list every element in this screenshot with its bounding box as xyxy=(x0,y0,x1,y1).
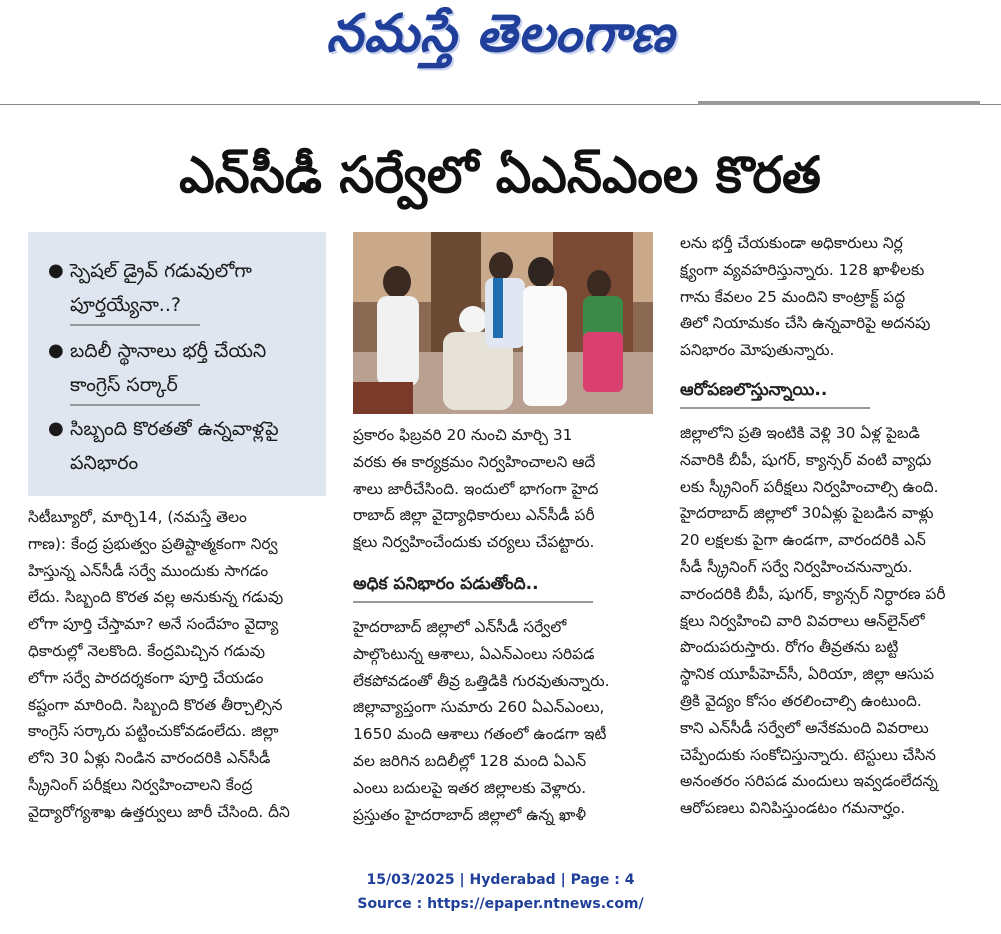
text-line: గాను కేవలం 25 మందిని కాంట్రాక్ట్ పద్ధ xyxy=(680,287,906,306)
subheading-divider xyxy=(353,601,593,603)
text-line: స్క్రీనింగ్ పరీక్షలు నిర్వహించాలని కేంద్ర xyxy=(28,775,253,794)
text-line: స్థానిక యూపీహెచ్‌సీ, ఏరియా, జిల్లా ఆసుప xyxy=(680,665,935,684)
text-line: సీడీ స్క్రీనింగ్ సర్వే నిర్వహించనున్నారు. xyxy=(680,557,913,576)
text-line: క్షలు నిర్వహించేందుకు చర్యలు చేపట్టారు. xyxy=(353,533,595,552)
text-line: లేకపోవడంతో తీవ్ర ఒత్తిడికి గురవుతున్నారు. xyxy=(353,671,610,690)
text-line: క్షలు నిర్వహించి వారి వివరాలు ఆన్‌లైన్‌లో xyxy=(680,611,925,630)
text-line: పనిభారం మోపుతున్నారు. xyxy=(680,341,835,360)
text-line: వారందరికి బీపీ, షుగర్, క్యాన్సర్ నిర్ధారణ పరీ xyxy=(680,584,946,603)
text-line: జిల్లాలోని ప్రతి ఇంటికి వెళ్లి 30 ఏళ్ల పైబడి xyxy=(680,424,920,442)
text-line: 20 లక్షలకు పైగా ఉండగా, వారందరికి ఎన్ xyxy=(680,531,926,550)
article-column-2-bottom xyxy=(353,614,653,828)
text-line: కాని ఎన్‌సీడీ సర్వేలో అనేకమంది వివరాలు xyxy=(680,718,929,737)
text-line: 1650 మంది ఆశాలు గతంలో ఉండగా ఇటీ xyxy=(353,725,607,744)
text-line: లకు స్క్రీనింగ్ పరీక్షలు నిర్వహించాల్సి ఉంది. xyxy=(680,477,939,496)
highlights-box xyxy=(28,232,326,496)
bullet-icon: ● xyxy=(48,418,64,439)
text-line: లోని 30 ఏళ్లు నిండిన వారందరికి ఎన్‌సీడీ xyxy=(28,749,271,768)
masthead-divider-accent xyxy=(698,101,980,105)
text-line: వల జరిగిన బదిలీల్లో 128 మంది ఏఎన్ xyxy=(353,751,587,770)
text-line: లేదు. సిబ్బంది కొరత వల్ల అనుకున్న గడువు xyxy=(28,588,284,607)
source-link[interactable]: Source : https://epaper.ntnews.com/ xyxy=(357,896,644,912)
text-line: లను భర్తీ చేయకుండా అధికారులు నిర్ల xyxy=(680,234,903,252)
article-column-3-bottom xyxy=(680,420,980,822)
text-line: ఎంలు బదులపై ఇతర జిల్లాలకు వెళ్లారు. xyxy=(353,778,587,797)
text-line: జిల్లావ్యాప్తంగా సుమారు 260 ఏఎన్‌ఎంలు, xyxy=(353,698,605,717)
text-line: లోగా సర్వే పారదర్శకంగా పూర్తి చేయడం xyxy=(28,668,264,687)
text-line: ప్రకారం ఫిబ్రవరి 20 నుంచి మార్చి 31 xyxy=(353,426,573,444)
highlight-text: బదిలీ స్థానాలు భర్తీ చేయని కాంగ్రెస్ సర్కార్ xyxy=(70,340,267,396)
highlight-text: సిబ్బంది కొరతతో ఉన్నవాళ్లపై పనిభారం xyxy=(70,418,279,474)
text-line: సిటీబ్యూరో, మార్చి14, (నమస్తే తెలం xyxy=(28,508,247,526)
text-line: రాబాద్ జిల్లా వైద్యాధికారులు ఎన్‌సీడీ పరీ xyxy=(353,506,595,525)
highlight-text: స్పెషల్ డ్రైవ్ గడువులోగా పూర్తయ్యేనా..? xyxy=(70,260,252,316)
text-line: నవారికి బీపీ, షుగర్, క్యాన్సర్ వంటి వ్యాధు xyxy=(680,450,932,469)
text-line: అనంతరం సరిపడ మందులు ఇవ్వడంలేదన్న xyxy=(680,772,938,791)
text-line: హైదరాబాద్ జిల్లాలో 30ఏళ్లు పైబడిన వాళ్లు xyxy=(680,504,934,523)
text-line: త్రికి వైద్యం కోసం తరలించాల్సి ఉంటుంది. xyxy=(680,691,922,710)
article-column-1 xyxy=(28,504,326,826)
text-line: తిలో నియామకం చేసి ఉన్నవారిపై అదనపు xyxy=(680,314,931,333)
bullet-icon: ● xyxy=(48,340,64,361)
health-survey-photo xyxy=(353,232,653,414)
text-line: పొందుపరుస్తారు. రోగం తీవ్రతను బట్టి xyxy=(680,638,899,657)
text-line: ధికారుల్లో నెలకొంది. కేంద్రమిచ్చిన గడువు xyxy=(28,641,265,660)
text-line: వైద్యారోగ్యశాఖ ఉత్తర్వులు జారీ చేసింది. దీని xyxy=(28,802,290,821)
text-line: గాణ): కేంద్ర ప్రభుత్వం ప్రతిష్టాత్మకంగా నిర్వ xyxy=(28,534,278,553)
article-headline: ఎన్‌సీడీ సర్వేలో ఏఎన్‌ఎంల కొరత xyxy=(179,146,821,204)
text-line: వరకు ఈ కార్యక్రమం నిర్వహించాలని ఆదే xyxy=(353,452,596,471)
text-line: శాలు జారీచేసింది. ఇందులో భాగంగా హైద xyxy=(353,479,599,498)
highlight-divider xyxy=(70,324,200,326)
text-line: కాంగ్రెస్ సర్కారు పట్టించుకోవడంలేదు. జిల్లా xyxy=(28,722,279,741)
text-line: హైదరాబాద్ జిల్లాలో ఎన్‌సీడీ సర్వేలో xyxy=(353,618,567,636)
text-line: కష్టంగా మారింది. సిబ్బంది కొరత తీర్చాల్సిన xyxy=(28,695,283,714)
text-line: క్ష్యంగా వ్యవహరిస్తున్నారు. 128 ఖాళీలకు xyxy=(680,260,925,279)
edition-info: 15/03/2025 | Hyderabad | Page : 4 xyxy=(366,872,635,888)
highlight-divider xyxy=(70,404,200,406)
text-line: ఆరోపణలు వినిపిస్తుండటం గమనార్హం. xyxy=(680,799,906,818)
masthead xyxy=(0,0,1001,78)
text-line: పాల్గొంటున్న ఆశాలు, ఏఎన్‌ఎంలు సరిపడ xyxy=(353,644,595,663)
article-photo xyxy=(353,232,653,414)
subheading: అధిక పనిభారం పడుతోంది.. xyxy=(353,574,539,594)
subheading-divider xyxy=(680,407,870,409)
text-line: చెప్పేందుకు సంకోచిస్తున్నారు. టెస్టులు చేసిన xyxy=(680,745,936,764)
newspaper-logo: నమస్తే తెలంగాణ xyxy=(326,4,675,64)
bullet-icon: ● xyxy=(48,260,64,281)
subheading: ఆరోపణలొస్తున్నాయి.. xyxy=(680,380,828,400)
article-column-3-top xyxy=(680,230,980,364)
text-line: హిస్తున్న ఎన్‌సీడీ సర్వే ముందుకు సాగడం xyxy=(28,561,269,580)
text-line: లోగా పూర్తి చేస్తామా? అనే సందేహం వైద్యా xyxy=(28,615,279,634)
article-column-2-top xyxy=(353,422,653,556)
text-line: ప్రస్తుతం హైదరాబాద్ జిల్లాలో ఉన్న ఖాళీ xyxy=(353,805,586,824)
